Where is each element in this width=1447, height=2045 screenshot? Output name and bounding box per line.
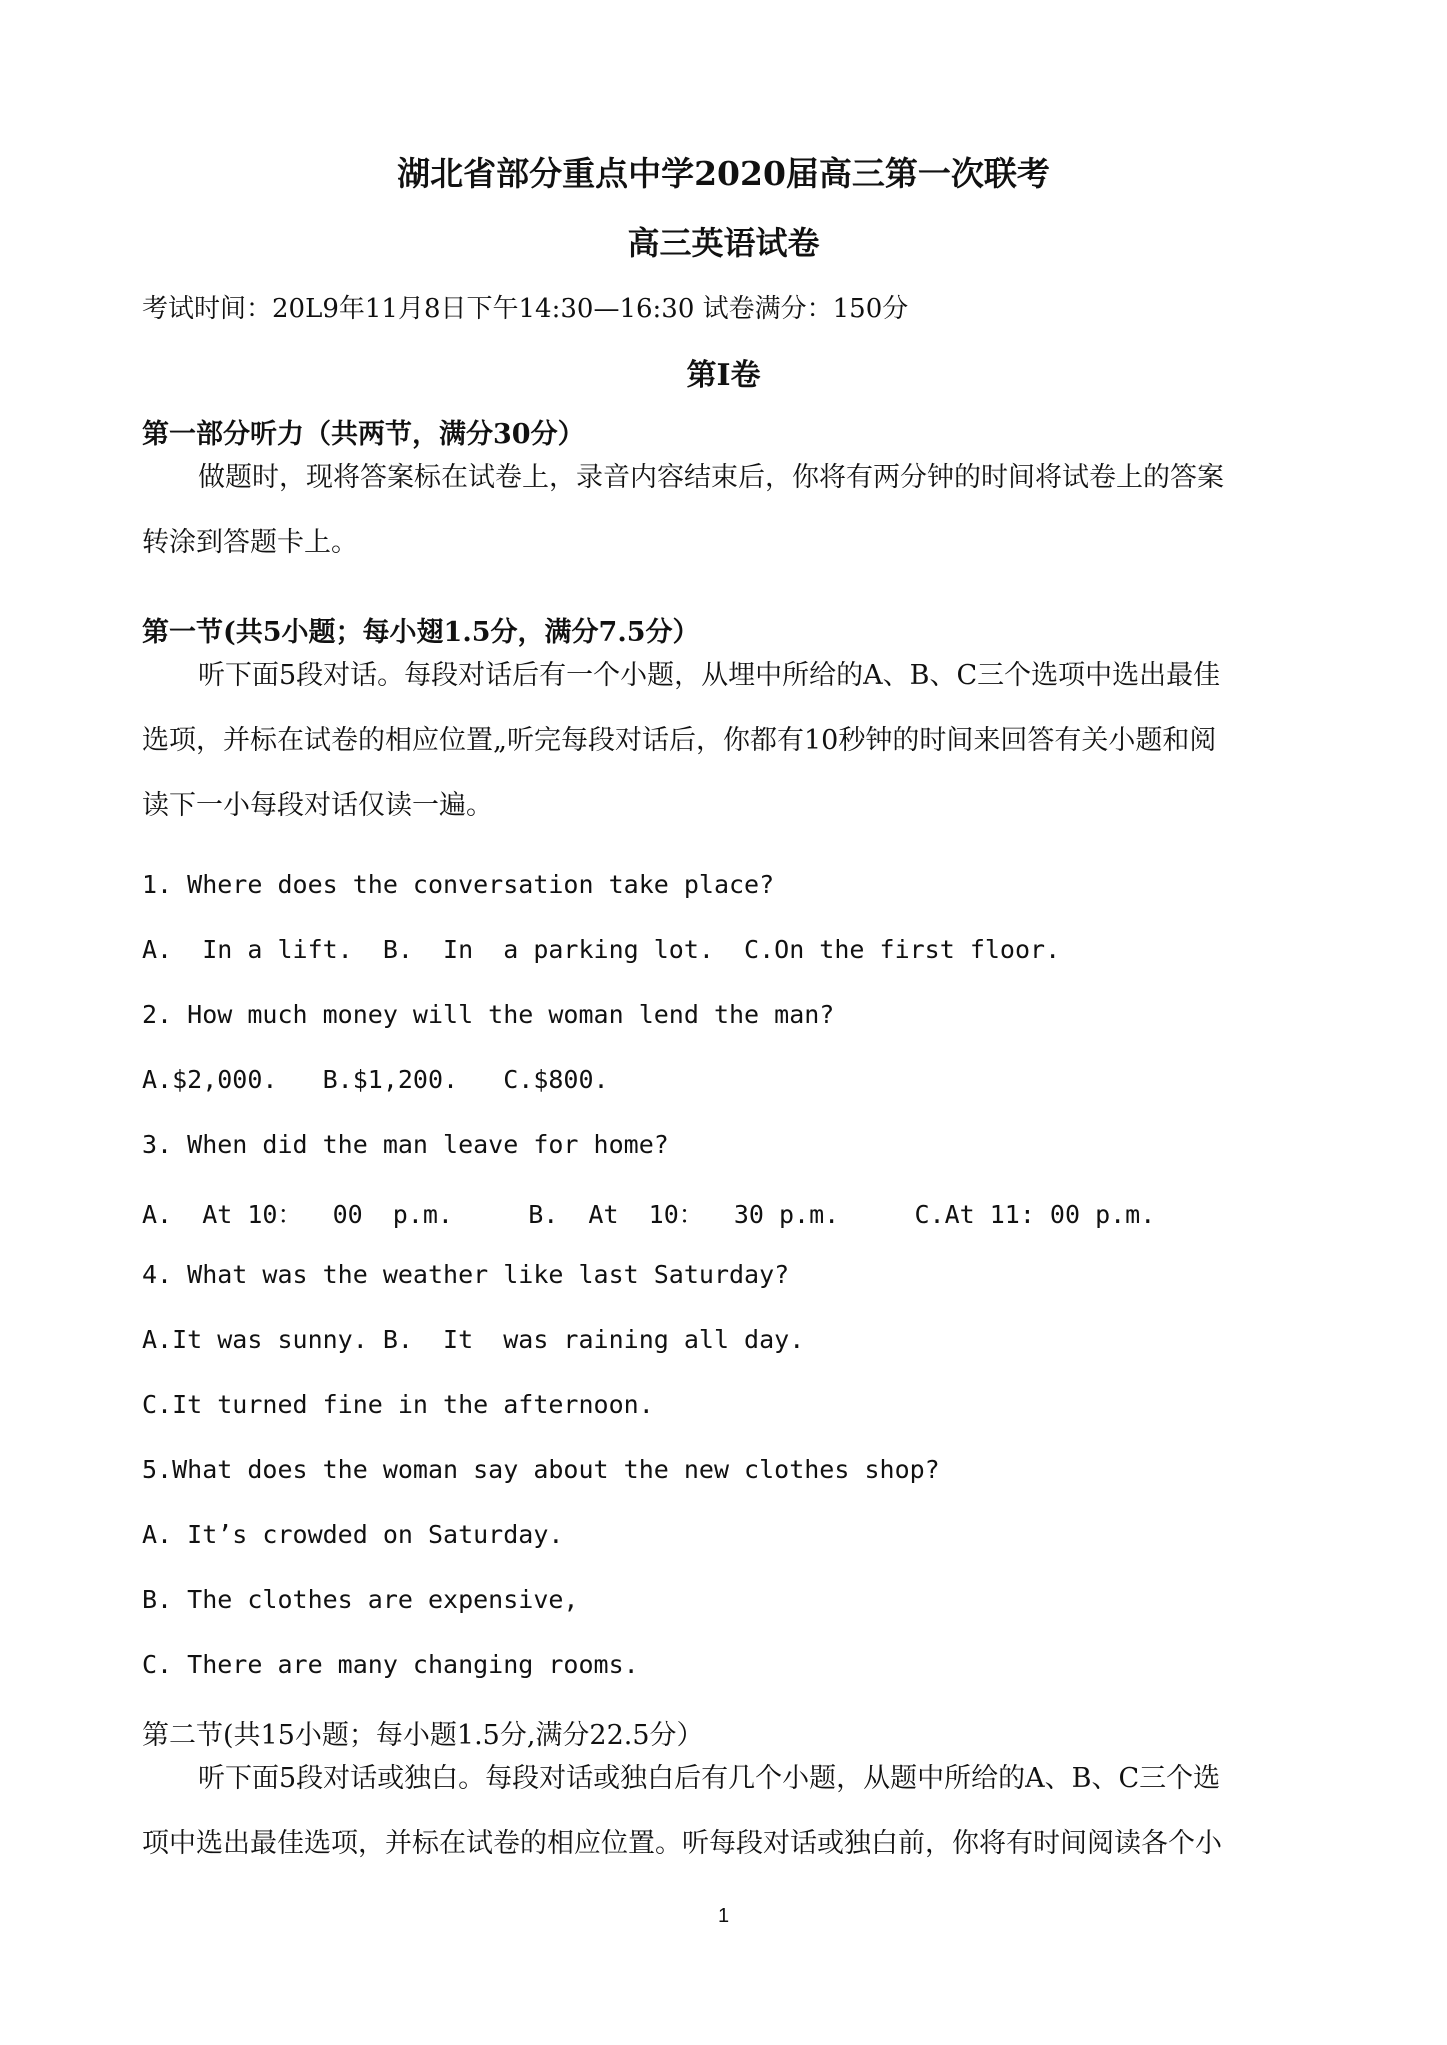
question-4: 4. What was the weather like last Saturday? [142, 1260, 790, 1289]
exam-info: 考试时间：20L9年11月8日下午14:30—16:30 试卷满分：150分 [142, 294, 909, 324]
question-4-options-ab: A.It was sunny. B. It was raining all day. [142, 1325, 805, 1354]
part1-instructions [142, 445, 1310, 575]
question-2: 2. How much money will the woman lend the man? [142, 1000, 835, 1029]
exam-title: 湖北省部分重点中学2020届高三第一次联考 [397, 154, 1050, 193]
question-1: 1. Where does the conversation take place? [142, 870, 775, 899]
question-2-options: A.$2,000. B.$1,200. C.$800. [142, 1065, 609, 1094]
question-5: 5.What does the woman say about the new clothes shop? [142, 1455, 940, 1484]
instruction-line: 读下一小每段对话仅读一遍。 [142, 790, 493, 821]
instruction-line: 做题时，现将答案标在试卷上，录音内容结束后，你将有两分钟的时间将试卷上的答案 [198, 462, 1224, 493]
volume-heading: 第I卷 [686, 358, 761, 393]
question-5-option-a: A. It’s crowded on Saturday. [142, 1520, 564, 1549]
page-number: 1 [717, 1905, 730, 1927]
question-5-option-c: C. There are many changing rooms. [142, 1650, 639, 1679]
instruction-line: 项中选出最佳选项，并标在试卷的相应位置。听每段对话或独白前，你将有时间阅读各个小 [142, 1828, 1222, 1859]
instruction-line: 选项，并标在试卷的相应位置„听完每段对话后，你都有10秒钟的时间来回答有关小题和阅 [142, 725, 1217, 756]
section2-heading: 第二节(共15小题；每小题1.5分,满分22.5分） [142, 1720, 704, 1751]
question-3-options: A. At 10： 00 p.m. B. At 10： 30 p.m. C.At 11: 00 p.m. [142, 1200, 1156, 1229]
section1-instructions [142, 643, 1310, 838]
question-3: 3. When did the man leave for home? [142, 1130, 669, 1159]
question-1-options: A. In a lift. B. In a parking lot. C.On the first floor. [142, 935, 1061, 964]
instruction-line: 听下面5段对话。每段对话后有一个小题，从埋中所给的A、B、C三个选项中选出最佳 [198, 660, 1221, 691]
section1-heading: 第一节(共5小题；每小翅1.5分，满分7.5分） [142, 617, 700, 648]
part1-heading: 第一部分听力（共两节，满分30分） [142, 419, 585, 450]
instruction-line: 转涂到答题卡上。 [142, 527, 358, 558]
question-4-option-c: C.It turned fine in the afternoon. [142, 1390, 654, 1419]
section2-instructions [142, 1746, 1310, 1876]
instruction-line: 听下面5段对话或独白。每段对话或独白后有几个小题，从题中所给的A、B、C三个选 [198, 1763, 1221, 1794]
exam-subtitle: 高三英语试卷 [627, 224, 820, 262]
question-5-option-b: B. The clothes are expensive, [142, 1585, 579, 1614]
